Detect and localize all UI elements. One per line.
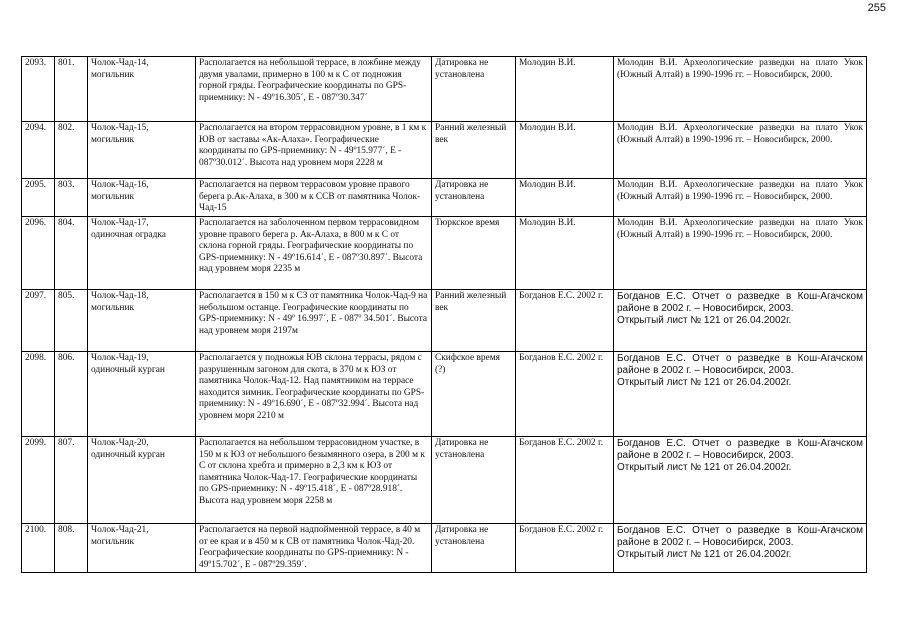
- monument-description: Располагается в 150 м к СЗ от памятника Чолок-Чад-9 на небольшом останце. Географические координаты по GPS-приемнику: N - 49º 16.997´, E - 087º 34.501´. Высота над уровнем моря 2197м: [196, 290, 432, 352]
- registry-number: 2095.: [22, 179, 55, 217]
- monument-author: Богданов Е.С. 2002 г.: [516, 524, 614, 573]
- monument-description: Располагается на заболоченном первом террасовидном уровне правого берега р. Ак-Алаха, в 800 м к С от склона горной гряды. Географические координаты по GPS-приемнику: N - 49º16.614´, E - 087º30.897´. Высота над уровнем моря 2235 м: [196, 217, 432, 290]
- registry-number: 2093.: [22, 57, 55, 122]
- monument-description: Располагается на небольшом террасовидном участке, в 150 м к ЮЗ от небольшого безымянного озера, в 200 м к С от склона хребта и примерно в 2,3 км к ЮЗ от памятника Чолок-Чад-17. Географические координаты по GPS-приемнику: N - 49º15.418´, E - 087º28.918´. Высота над уровнем моря 2258 м: [196, 437, 432, 524]
- monument-author: Молодин В.И.: [516, 122, 614, 179]
- monument-author: Молодин В.И.: [516, 57, 614, 122]
- source-reference: Богданов Е.С. Отчет о разведке в Кош-Агачском районе в 2002 г. – Новосибирск, 2003.: [617, 525, 863, 548]
- source-reference: Богданов Е.С. Отчет о разведке в Кош-Агачском районе в 2002 г. – Новосибирск, 2003.: [617, 353, 863, 376]
- registry-number: 2100.: [22, 524, 55, 573]
- monument-description: Располагается на первом террасовом уровне правого берега р.Ак-Алаха, в 300 м к ССВ от памятника Чолок-Чад-15: [196, 179, 432, 217]
- monument-description: Располагается на втором террасовидном уровне, в 1 км к ЮВ от заставы «Ак-Алаха». Географические координаты по GPS-приемнику: N - 49º15.977´, E - 087º30.012´. Высота над уровнем моря 2228 м: [196, 122, 432, 179]
- source-reference: Молодин В.И. Археологические разведки на плато Укок (Южный Алтай) в 1990-1996 гг. – Новосибирск, 2000.: [617, 180, 863, 202]
- local-number: 807.: [55, 437, 88, 524]
- local-number: 803.: [55, 179, 88, 217]
- monument-name: Чолок-Чад-20, одиночный курган: [88, 437, 196, 524]
- monument-author: Богданов Е.С. 2002 г.: [516, 437, 614, 524]
- source-reference: Богданов Е.С. Отчет о разведке в Кош-Агачском районе в 2002 г. – Новосибирск, 2003.: [617, 438, 863, 461]
- monument-description: Располагается на небольшой террасе, в ложбине между двумя увалами, примерно в 100 м к С от подножия горной гряды. Географические координаты по GPS-приемнику: N - 49º16.305´, E - 087º30.347´: [196, 57, 432, 122]
- table-row: [22, 437, 867, 524]
- monument-author: Богданов Е.С. 2002 г.: [516, 290, 614, 352]
- monument-dating: Ранний железный век: [432, 290, 516, 352]
- local-number: 802.: [55, 122, 88, 179]
- local-number: 808.: [55, 524, 88, 573]
- monument-name: Чолок-Чад-21, могильник: [88, 524, 196, 573]
- source-reference: Молодин В.И. Археологические разведки на плато Укок (Южный Алтай) в 1990-1996 гг. – Новосибирск, 2000.: [617, 58, 863, 80]
- monument-dating: Скифское время (?): [432, 352, 516, 437]
- local-number: 801.: [55, 57, 88, 122]
- monument-name: Чолок-Чад-19, одиночный курган: [88, 352, 196, 437]
- registry-number: 2098.: [22, 352, 55, 437]
- open-permit: Открытый лист № 121 от 26.04.2002г.: [617, 462, 792, 473]
- monument-name: Чолок-Чад-18, могильник: [88, 290, 196, 352]
- source-reference: Молодин В.И. Археологические разведки на плато Укок (Южный Алтай) в 1990-1996 гг. – Новосибирск, 2000.: [617, 123, 863, 145]
- monument-source: [614, 437, 867, 524]
- monument-description: Располагается у подножья ЮВ склона террасы, рядом с разрушенным загоном для скота, в 370 м к ЮЗ от памятника Чолок-Чад-12. Над памятником на террасе находится зимник. Географические координаты по GPS-приемнику: N - 49º16.690´, E - 087º32.994´. Высота над уровнем моря 2210 м: [196, 352, 432, 437]
- monument-author: Молодин В.И.: [516, 217, 614, 290]
- monument-author: Молодин В.И.: [516, 179, 614, 217]
- monument-source: [614, 217, 867, 290]
- monument-dating: Датировка не установлена: [432, 57, 516, 122]
- registry-number: 2097.: [22, 290, 55, 352]
- monument-dating: Датировка не установлена: [432, 524, 516, 573]
- monument-name: Чолок-Чад-17, одиночная оградка: [88, 217, 196, 290]
- monument-source: [614, 57, 867, 122]
- local-number: 804.: [55, 217, 88, 290]
- monument-dating: Тюркское время: [432, 217, 516, 290]
- table-row: [22, 352, 867, 437]
- table-row: [22, 290, 867, 352]
- open-permit: Открытый лист № 121 от 26.04.2002г.: [617, 315, 792, 326]
- monument-source: [614, 290, 867, 352]
- source-reference: Молодин В.И. Археологические разведки на плато Укок (Южный Алтай) в 1990-1996 гг. – Новосибирск, 2000.: [617, 218, 863, 240]
- open-permit: Открытый лист № 121 от 26.04.2002г.: [617, 377, 792, 388]
- table-row: [22, 524, 867, 573]
- monument-name: Чолок-Чад-14, могильник: [88, 57, 196, 122]
- local-number: 806.: [55, 352, 88, 437]
- table-row: [22, 57, 867, 122]
- page-number: 255: [867, 2, 886, 14]
- monument-name: Чолок-Чад-16, могильник: [88, 179, 196, 217]
- registry-number: 2094.: [22, 122, 55, 179]
- monument-description: Располагается на первой надпойменной террасе, в 40 м от ее края и в 450 м к СВ от памятника Чолок-Чад-20. Географические координаты по GPS-приемнику: N - 49º15.702´, E - 087º29.359´.: [196, 524, 432, 573]
- source-reference: Богданов Е.С. Отчет о разведке в Кош-Агачском районе в 2002 г. – Новосибирск, 2003.: [617, 291, 863, 314]
- monument-name: Чолок-Чад-15, могильник: [88, 122, 196, 179]
- monument-dating: Датировка не установлена: [432, 437, 516, 524]
- registry-number: 2096.: [22, 217, 55, 290]
- table-row: [22, 122, 867, 179]
- monument-dating: Датировка не установлена: [432, 179, 516, 217]
- monument-source: [614, 352, 867, 437]
- open-permit: Открытый лист № 121 от 26.04.2002г.: [617, 549, 792, 560]
- monuments-table: [21, 56, 867, 573]
- monument-source: [614, 122, 867, 179]
- local-number: 805.: [55, 290, 88, 352]
- monument-source: [614, 524, 867, 573]
- monument-author: Богданов Е.С. 2002 г.: [516, 352, 614, 437]
- table-row: [22, 217, 867, 290]
- registry-number: 2099.: [22, 437, 55, 524]
- monument-source: [614, 179, 867, 217]
- table-row: [22, 179, 867, 217]
- monument-dating: Ранний железный век: [432, 122, 516, 179]
